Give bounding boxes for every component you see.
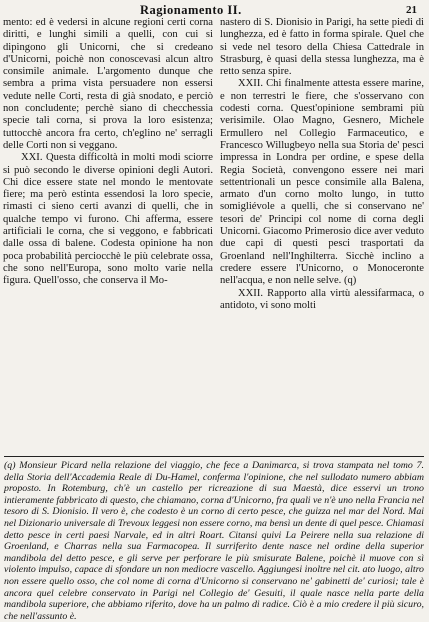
paragraph-continuation: mento: ed è vedersi in alcune regioni certi corna diritti, e lunghi simili a quelli, con cui si dipingono gli Unicorni, che si credeano d'Unicorni, poichè non conoscevasi alcun altro consimile animale. L'argomento dunque che sembra a prima vista persuadere non essersi vedute nelle Corti, resta di già snodato, e perciò non concludente; perchè siano di checchessia specie tali corna, si prova la loro esistenza; tuttocchè ancora fra certo, ch'eglino ne' serragli delle Corti non si veggano. [3,17,213,151]
paragraph-xxii: XXII. Chi finalmente attesta essere marine, e non terrestri le fiere, che s'osservano con codesti corna. Quest'opinione sembrami più verisimile. Olao Magno, Gesnero, Michele Ermullero nel Collegio Farmaceutico, e Francesco Willugbeyo nella sua Storia de' pesci impressa in Londra per ordine, e spese della Regia Società, convengono essere nei mari settentrionali un pesce consimile alla Balena, armato d'un corno molto lungo, in tutto somigliévole a quelli, che si conservano ne' tesori de' Principi col nome di corna degli Unicorni. Giacomo Primerosio dice aver veduto due capi di questi pesci trasportati da Groenland nell'Inghilterra. Sicchè inclino a credere essere l'Unicorno, o Monoceronte nell'acqua, e non nelle selve. (q) [220,78,424,287]
right-column [220,17,424,312]
running-title: Ragionamento II. [140,3,242,17]
paragraph-continued: nastero di S. Dionisio in Parigi, ha sette piedi di lunghezza, ed è fatto in forma spirale. Quel che si vede nel tesoro della Chiesa Cattedrale in Strasburg, è quasi della stessa lunghezza, ma è retto senza spire. [220,17,424,78]
footnote-divider [4,456,424,457]
paragraph-xxi: XXI. Questa difficoltà in molti modi sciorre si può secondo le diverse opinioni degli Autori. Chi dice essere state nel mondo le mentovate fiere; ma però estinta essendosi la loro specie, rimasti ci sieno certi avanzi di quelli, che in qualche tempo vi furono. Chi afferma, essere artificiali le corna, che si veggono, e fabbricati dalle ossa di balene. Codesta opinione ha non poca probabilità perciocchè le più celebrate ossa, che sono nell'Europa, sono molto varie nella figura. Quell'osso, che conserva il Mo- [3,152,213,287]
left-column [3,17,213,288]
paragraph-xxii-second: XXII. Rapporto alla virtù alessifarmaca, o antidoto, vi sono molti [220,287,424,311]
page-number: 21 [406,4,417,16]
footnote-q: (q) Monsieur Picard nella relazione del viaggio, che fece a Danimarca, si trova stampata nel tomo 7. della Storia dell'Accademia Reale di Du-Hamel, conferma l'opinione, che nel sullodato numero abbiam proposto. In Rotemburg, ch'è un castello per ricreazione di sua Maestà, dice esservi un trono intieramente fabbricato di questo, che chiamano, corna d'Unicorno, fra quali ve n'è uno nella Francia nel tesoro di S. Dionisio. Il vero è, che codesto è un corno di certo pesce, che guizza nel mar del Nord. Mai nel Dizionario universale di Trevoux leggesi non essere corno, ma bensì un dente di quel pesce. Chiamasi detto pesce in certi paesi Narvale, ed in altri Roart. Citansi quivi La Peirere nella sua relazione di Groenland, e Charras nella sua Farmacopea. Il surriferito dente nasce nel ordine della superior mandibola del detto pesce, e gli serve per perforare le più smisurate Balene, poichè il muove con sì violento impulso, capace di sfondare un non mediocre vascello. Aggiungesi inoltre nel cit. ato luogo, altro non essere quello osso, che col nome di corna d'Unicorno si conservano ne' gabinetti de' curiosi; tale è ancora quel celebre conservato in Parigi nel Collegio de' Gesuiti, il quale nasce nella parte della mandibola superiore, che abbiamo riferito, dove ha un palmo di radice. Ciò è a mio credere il più sicuro, che nell'assunto è. [4,460,425,622]
